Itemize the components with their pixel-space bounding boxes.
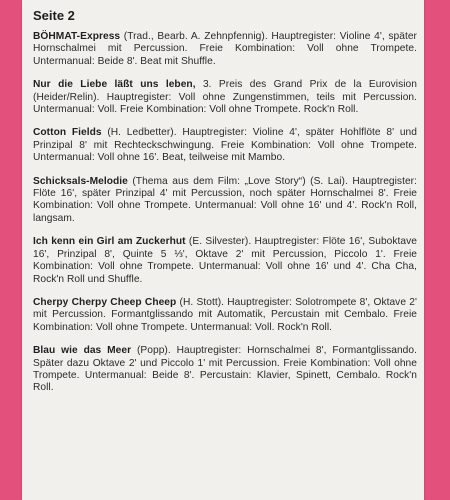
track-title: Blau wie das Meer (33, 345, 132, 357)
liner-notes-content (33, 8, 417, 406)
track-title: Schicksals-Melodie (33, 175, 128, 187)
track-entry (33, 236, 417, 286)
track-description: 3. Preis des Grand Prix de la Eurovision (Heider/Relin). Hauptregister: Voll ohne Zungenstimmen, teils mit Percussion. Untermanual: Voll. Freie Kombination: Voll ohne Trompete. Rock'n Roll. (33, 79, 417, 116)
track-title: Nur die Liebe läßt uns leben, (33, 79, 196, 91)
track-title: Ich kenn ein Girl am Zuckerhut (33, 236, 186, 248)
track-description: (H. Ledbetter). Hauptregister: Violine 4', später Hohlflöte 8' und Prinzipal 8' mit Rechteckschwingung. Freie Kombination: Voll ohne Trompete. Untermanual: Voll ohne 16'. Beat, teilweise mit Mambo. (33, 127, 417, 164)
track-description: (Thema aus dem Film: „Love Story“) (S. Lai). Hauptregister: Flöte 16', später Prinzipal 4' mit Percussion, noch später Hornschalmei 8'. Freie Kombination: Voll ohne Trompete. Untermanual: Voll ohne 16' und 4'. Rock'n Roll, langsam. (33, 175, 417, 224)
track-entry (33, 79, 417, 116)
track-title: Cherpy Cherpy Cheep Cheep (33, 296, 177, 308)
track-description: (E. Silvester). Hauptregister: Flöte 16', Suboktave 16', Prinzipal 8', Quinte 5 ⅓', Oktave 2' mit Percussion, Piccolo 1'. Freie Kombination: Voll ohne Trompete. Untermanual: Voll ohne 16' und 4'. Cha Cha, Rock'n Roll und Shuffle. (33, 236, 417, 285)
liner-notes-sheet (22, 0, 424, 500)
track-description: (H. Stott). Hauptregister: Solotrompete 8', Oktave 2' mit Percussion. Formantglissando mit Automatik, Percustain mit Cembalo. Freie Kombination: Voll ohne Trompete. Untermanual: Voll. Rock'n Roll. (33, 296, 417, 333)
track-description: (Trad., Bearb. A. Zehnpfennig). Hauptregister: Violine 4', später Hornschalmei mit Percussion. Freie Kombination: Voll ohne Trompete. Untermanual: Beide 8'. Beat mit Shuffle. (33, 31, 417, 67)
track-entry (33, 345, 417, 395)
side-title: Seite 2 (33, 8, 75, 23)
track-entry (33, 297, 417, 334)
track-description: (Popp). Hauptregister: Hornschalmei 8', Formantglissando. Später dazu Oktave 2' und Piccolo 1' mit Percussion. Freie Kombination: Voll ohne Trompete. Untermanual: Beide 8'. Percustain: Klavier, Spinett, Cembalo. Rock'n Roll. (33, 345, 417, 394)
track-entry (33, 31, 417, 68)
track-entry (33, 176, 417, 226)
track-title: Cotton Fields (33, 127, 102, 139)
track-title: BÖHMAT-Express (33, 31, 121, 42)
track-entry (33, 127, 417, 164)
